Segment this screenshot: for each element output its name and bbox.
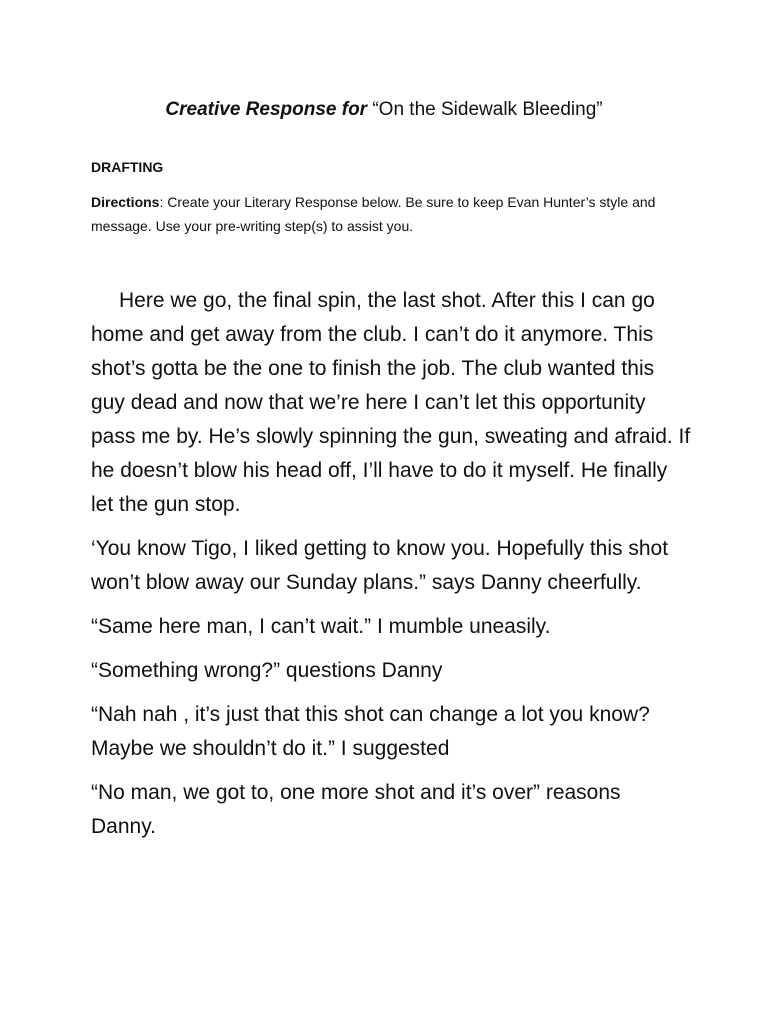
story-paragraph: “Something wrong?” questions Danny bbox=[91, 659, 443, 682]
story-paragraph: “Same here man, I can’t wait.” I mumble uneasily. bbox=[91, 615, 551, 638]
document-title bbox=[0, 97, 768, 123]
story-paragraph: Here we go, the final spin, the last shot. After this I can go home and get away from the club. I can’t do it anymore. This shot’s gotta be the one to finish the job. The club wanted this guy dead and now that we’re here I can’t let this opportunity pass me by. He’s slowly spinning the gun, sweating and afraid. If he doesn’t blow his head off, I’ll have to do it myself. He finally let the gun stop. bbox=[91, 289, 691, 516]
story-paragraph: ‘You know Tigo, I liked getting to know you. Hopefully this shot won’t blow away our Sunday plans.” says Danny cheerfully. bbox=[91, 537, 669, 594]
story-paragraph: “No man, we got to, one more shot and it’s over” reasons Danny. bbox=[91, 781, 621, 838]
title-italic-part: Creative Response for bbox=[165, 99, 368, 120]
directions-text: : Create your Literary Response below. Be sure to keep Evan Hunter’s style and message. Use your pre-writing step(s) to assist you. bbox=[91, 194, 656, 234]
directions-label: Directions bbox=[91, 194, 160, 210]
story-body bbox=[91, 284, 691, 854]
title-story-name: “On the Sidewalk Bleeding” bbox=[367, 99, 603, 120]
section-heading: DRAFTING bbox=[91, 159, 164, 175]
directions-paragraph bbox=[91, 190, 691, 238]
story-paragraph: “Nah nah , it’s just that this shot can change a lot you know? Maybe we shouldn’t do it.” I suggested bbox=[91, 703, 650, 760]
